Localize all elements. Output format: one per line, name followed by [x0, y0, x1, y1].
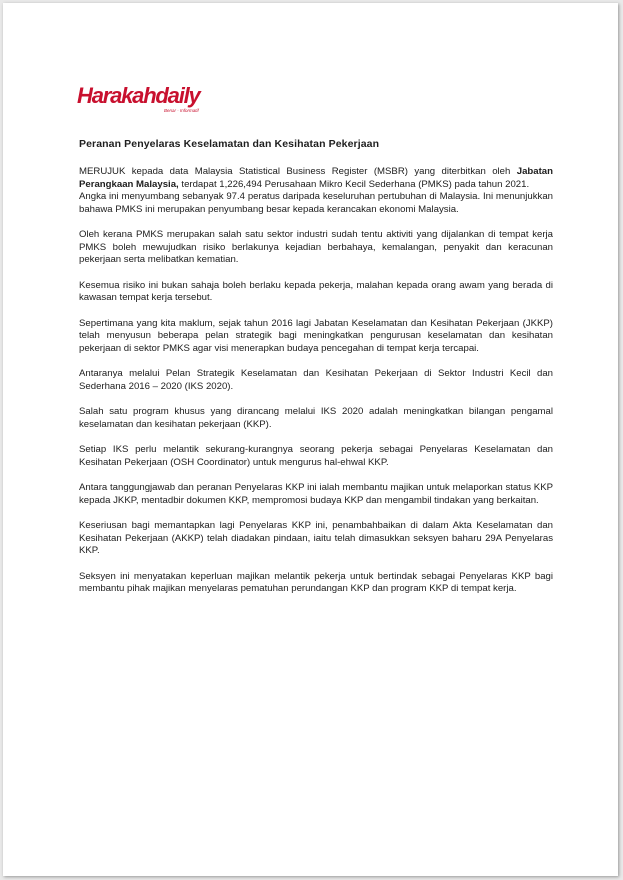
agency-name: Jabatan Perangkaan Malaysia,	[79, 166, 553, 190]
paragraph-3: Oleh kerana PMKS merupakan salah satu sektor industri sudah tentu aktiviti yang dijalankan di tempat kerja PMKS boleh mewujudkan risiko berlakunya kejadian berbahaya, kemalangan, penyakit dan keracunan pekerjaan serta melibatkan kematian.	[79, 229, 553, 266]
paragraph-6: Antaranya melalui Pelan Strategik Keselamatan dan Kesihatan Pekerjaan di Sektor Industri Kecil dan Sederhana 2016 – 2020 (IKS 2020).	[79, 368, 553, 392]
paragraph-4: Kesemua risiko ini bukan sahaja boleh berlaku kepada pekerja, malahan kepada orang awam yang berada di kawasan tempat kerja tersebut.	[79, 279, 553, 304]
paragraph-2: Angka ini menyumbang sebanyak 97.4 peratus daripada keseluruhan pertubuhan di Malaysia. Ini menunjukkan bahawa PMKS ini merupakan penyumbang besar kepada kerancakan ekonomi Malaysia.	[79, 191, 553, 215]
paragraph-1: MERUJUK kepada data Malaysia Statistical Business Register (MSBR) yang diterbitkan oleh Jabatan Perangkaan Malaysia, terdapat 1,226,494 Perusahaan Mikro Kecil Sederhana (PMKS) pada tahun 2021.	[79, 166, 553, 190]
svg-text:Harakahdaily: Harakahdaily	[77, 83, 200, 108]
paragraph-7: Salah satu program khusus yang dirancang melalui IKS 2020 adalah meningkatkan bilangan pengamal keselamatan dan kesihatan pekerjaan (KKP).	[79, 406, 553, 430]
svg-text:Benar · Informatif: Benar · Informatif	[164, 108, 199, 113]
paragraph-8: Setiap IKS perlu melantik sekurang-kurangnya seorang pekerja sebagai Penyelaras Keselamatan dan Kesihatan Pekerjaan (OSH Coordinator) untuk mengurus hal-ehwal KKP.	[79, 444, 553, 468]
harakahdaily-logo	[76, 81, 208, 115]
paragraph-10: Keseriusan bagi memantapkan lagi Penyelaras KKP ini, penambahbaikan di dalam Akta Keselamatan dan Kesihatan Pekerjaan (AKKP) telah diadakan pindaan, iaitu telah dimasukkan seksyen baharu 29A Penyelaras KKP.	[79, 520, 553, 557]
article-body	[79, 166, 553, 609]
paragraph-5: Sepertimana yang kita maklum, sejak tahun 2016 lagi Jabatan Keselamatan dan Kesihatan Pekerjaan (JKKP) telah menyusun beberapa pelan strategik bagi meningkatkan pengurusan keselamatan dan kesihatan pekerjaan di sektor PMKS agar visi menerapkan budaya pencegahan di tempat kerja tercapai.	[79, 317, 553, 354]
document-page	[3, 3, 618, 876]
paragraph-9: Antara tanggungjawab dan peranan Penyelaras KKP ini ialah membantu majikan untuk melaporkan status KKP kepada JKKP, mentadbir dokumen KKP, mempromosi budaya KKP dan mengambil tindakan yang berkaitan.	[79, 482, 553, 506]
article-title: Peranan Penyelaras Keselamatan dan Kesihatan Pekerjaan	[79, 138, 380, 150]
paragraph-11: Seksyen ini menyatakan keperluan majikan melantik pekerja untuk bertindak sebagai Penyelaras KKP bagi membantu pihak majikan menyelaras pematuhan perundangan KKP dan program KKP di tempat kerja.	[79, 570, 553, 595]
